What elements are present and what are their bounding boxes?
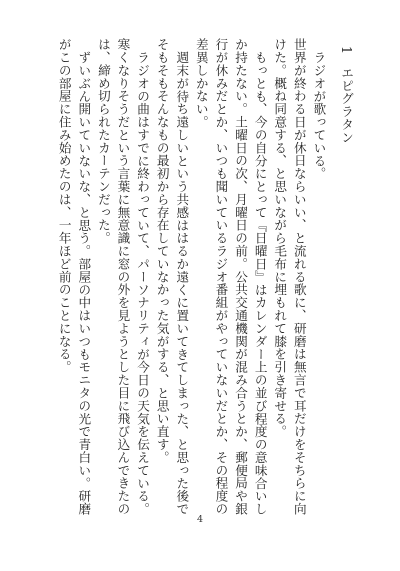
paragraph-5: ラジオの曲はすでに終わっていて、パーソナリティが今日の天気を伝えている。寒くなりそうだという言葉に無意識に窓の外を見ようとした目に飛び込んできたのは、締め切られたカーテンだった。 — [95, 38, 151, 516]
page-number: 4 — [196, 514, 204, 525]
paragraph-4: 週末が待ち遠しいという共感ははるか遠くに置いてきてしまった、と思った後でそもそもそんなもの最初から存在していなかった気がする、と思い直す。 — [154, 38, 190, 515]
paragraph-6: ずいぶん開いていないな、と思う。部屋の中はいつもモニタの光で青白い。研磨がこの部屋に住み始めたのは、一年ほど前のことになる。 — [56, 38, 92, 515]
chapter-number: 1 — [339, 46, 354, 55]
paragraph-3: もっとも、今の自分にとって『日曜日』はカレンダー上の並び程度の意味合いしか持たない。土曜日の次、月曜日の前。公共交通機関が混み合うとか、郵便局や銀行が休みだとか、いつも聞いているラジオ番組がやっていないだとか、その程度の差異しかない。 — [193, 38, 268, 516]
vertical-text-block — [36, 38, 356, 518]
paragraph-1: ラジオが歌っている。 — [311, 50, 327, 180]
chapter-title: エピグラタン — [339, 66, 354, 144]
chapter-heading — [336, 38, 356, 518]
paragraph-2: 世界が終わる日が休日ならいい、と流れる歌に、研磨は無言で耳だけをそちらに向けた。概ね同意する、と思いながら毛布に埋もれて膝を引き寄せる。 — [272, 38, 307, 516]
